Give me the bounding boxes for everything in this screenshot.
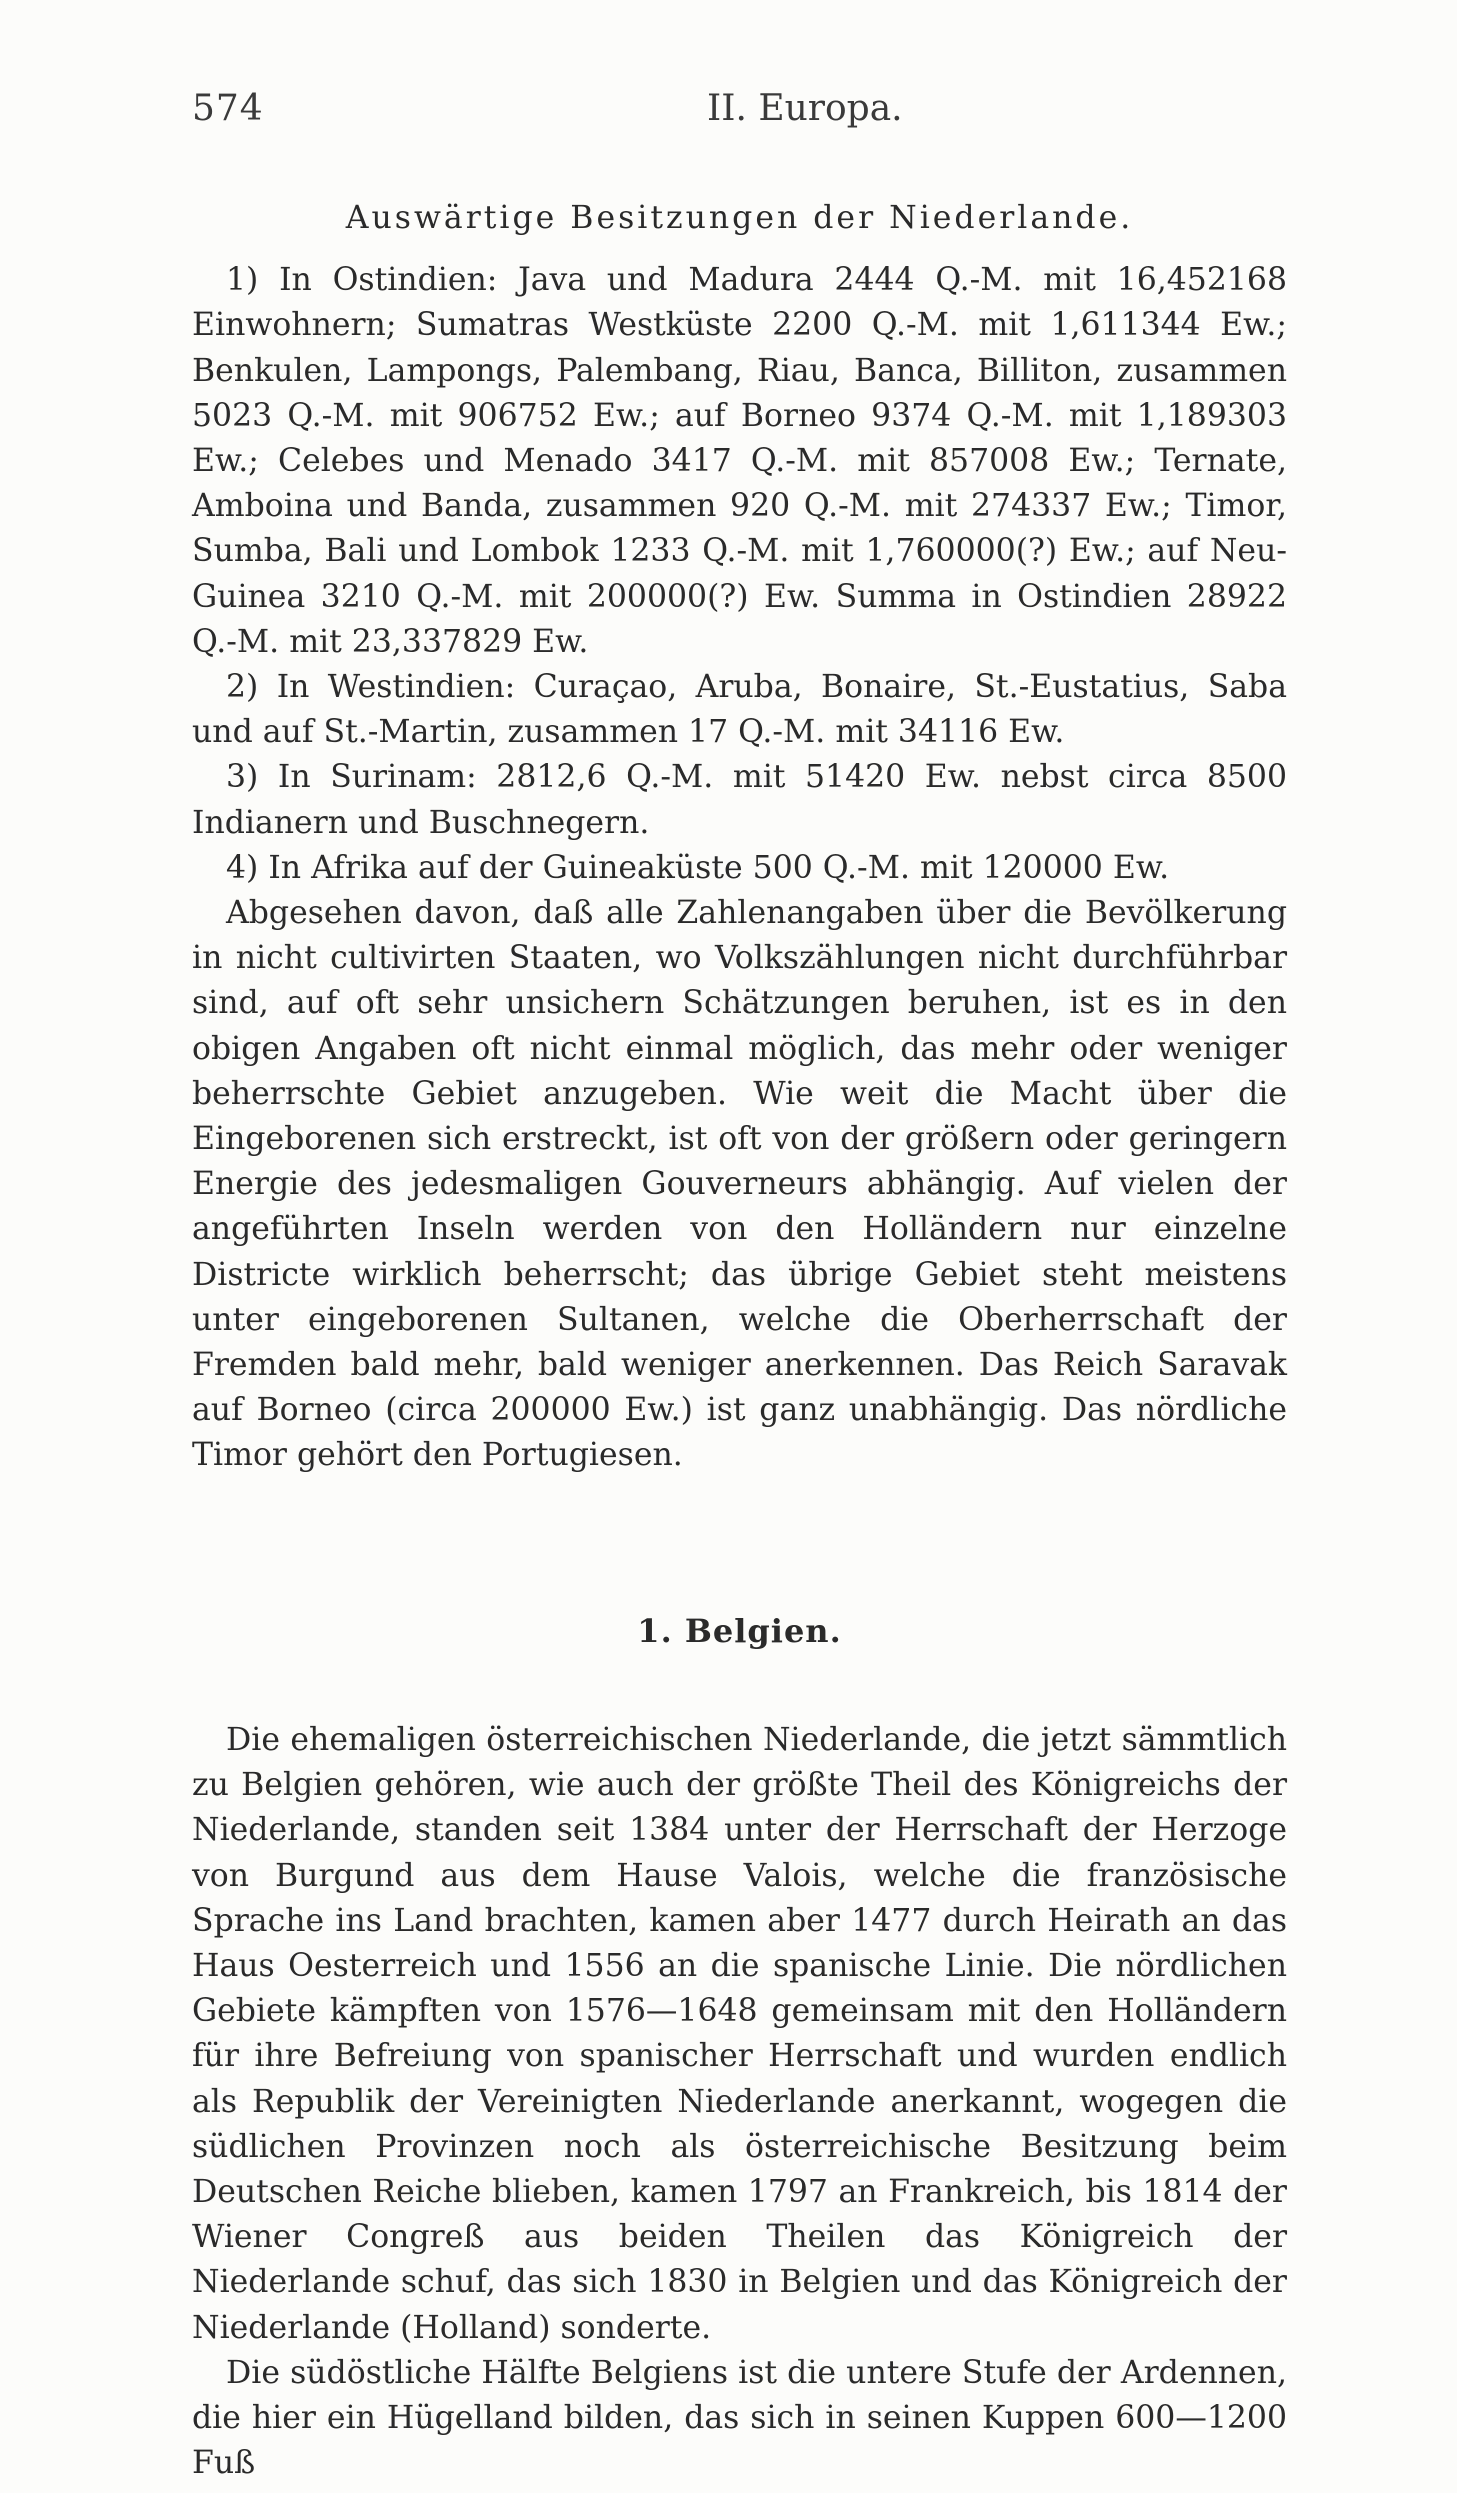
list-item: 4) In Afrika auf der Guineaküste 500 Q.-M. mit 120000 Ew. bbox=[226, 849, 1170, 886]
section-title: Auswärtige Besitzungen der Niederlande. bbox=[345, 200, 1134, 236]
list-item: 3) In Surinam: 2812,6 Q.-M. mit 51420 Ew. nebst circa 8500 Indianern und Buschnegern. bbox=[192, 759, 1287, 841]
page-number: 574 bbox=[192, 88, 264, 129]
page-body bbox=[192, 196, 1287, 2486]
chapter-title: 1. Belgien. bbox=[637, 1611, 842, 1650]
running-title: II. Europa. bbox=[707, 88, 903, 129]
section-note: Abgesehen davon, daß alle Zahlenangaben über die Bevölkerung in nicht cultivirten Staaten, wo Volkszählungen nicht durchführbar sind, auf oft sehr unsichern Schätzungen beruhen, ist es in den obigen Angaben oft nicht einmal möglich, das mehr oder weniger beherrschte Gebiet anzugeben. Wie weit die Macht über die Eingeborenen sich erstreckt, ist oft von der größern oder geringern Energie des jedesmaligen Gouverneurs abhängig. Auf vielen der angeführten Inseln werden von den Holländern nur einzelne Districte wirklich beherrscht; das übrige Gebiet steht meistens unter eingeborenen Sultanen, welche die Oberherrschaft der Fremden bald mehr, bald weniger anerkennen. Das Reich Saravak auf Borneo (circa 200000 Ew.) ist ganz unabhängig. Das nördliche Timor gehört den Portugiesen. bbox=[192, 895, 1287, 1474]
list-item: 2) In Westindien: Curaçao, Aruba, Bonaire, St.-Eustatius, Saba und auf St.-Martin, zusammen 17 Q.-M. mit 34116 Ew. bbox=[192, 669, 1287, 751]
page-header bbox=[192, 88, 1287, 138]
paragraph: Die südöstliche Hälfte Belgiens ist die untere Stufe der Ardennen, die hier ein Hügelland bilden, das sich in seinen Kuppen 600—1200 Fuß bbox=[192, 2354, 1287, 2482]
list-item: 1) In Ostindien: Java und Madura 2444 Q.-M. mit 16,452168 Einwohnern; Sumatras Westküste 2200 Q.-M. mit 1,611344 Ew.; Benkulen, Lampongs, Palembang, Riau, Banca, Billiton, zusammen 5023 Q.-M. mit 906752 Ew.; auf Borneo 9374 Q.-M. mit 1,189303 Ew.; Celebes und Menado 3417 Q.-M. mit 857008 Ew.; Ternate, Amboina und Banda, zusammen 920 Q.-M. mit 274337 Ew.; Timor, Sumba, Bali und Lombok 1233 Q.-M. mit 1,760000(?) Ew.; auf Neu-Guinea 3210 Q.-M. mit 200000(?) Ew. Summa in Ostindien 28922 Q.-M. mit 23,337829 Ew. bbox=[192, 262, 1287, 660]
paragraph: Die ehemaligen österreichischen Niederlande, die jetzt sämmtlich zu Belgien gehören, wie auch der größte Theil des Königreichs der Niederlande, standen seit 1384 unter der Herrschaft der Herzoge von Burgund aus dem Hause Valois, welche die französische Sprache ins Land brachten, kamen aber 1477 durch Heirath an das Haus Oesterreich und 1556 an die spanische Linie. Die nördlichen Gebiete kämpften von 1576—1648 gemeinsam mit den Holländern für ihre Befreiung von spanischer Herrschaft und wurden endlich als Republik der Vereinigten Niederlande anerkannt, wogegen die südlichen Provinzen noch als österreichische Besitzung beim Deutschen Reiche blieben, kamen 1797 an Frankreich, bis 1814 der Wiener Congreß aus beiden Theilen das Königreich der Niederlande schuf, das sich 1830 in Belgien und das Königreich der Niederlande (Holland) sonderte. bbox=[192, 1721, 1287, 2346]
